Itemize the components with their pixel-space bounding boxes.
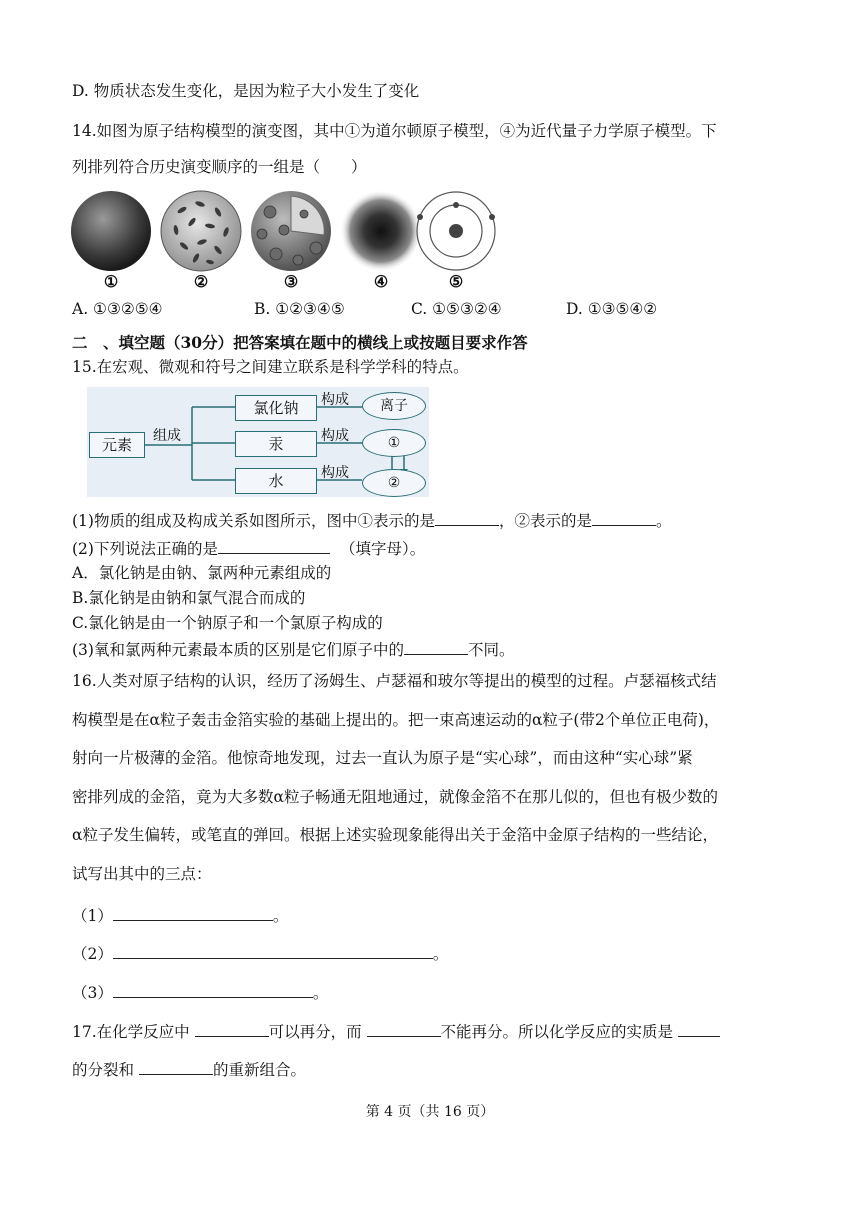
q15-sub1-text-b: ，②表示的是 bbox=[498, 512, 592, 530]
q16-answer-label-2: （2） bbox=[72, 945, 113, 963]
q15-sub3-text-a: (3)氧和氯两种元素最本质的区别是它们原子中的 bbox=[72, 641, 404, 659]
composition-diagram bbox=[87, 387, 429, 497]
diagram-constitute-label-1: 构成 bbox=[321, 392, 349, 408]
figure-label-1: ① bbox=[103, 272, 119, 291]
q13-option-d: D. 物质状态发生变化，是因为粒子大小发生了变化 bbox=[72, 82, 420, 100]
q15-blank-3[interactable] bbox=[218, 537, 330, 554]
diagram-particle-1: ① bbox=[362, 429, 426, 457]
q16-answer-1 bbox=[72, 904, 288, 926]
q17-text-d: 的分裂和 bbox=[72, 1061, 135, 1079]
q15-sub2 bbox=[72, 537, 425, 559]
q14-stem-line2: 列排列符合历史演变顺序的一组是（ ） bbox=[72, 158, 367, 176]
diagram-particle-ion: 离子 bbox=[362, 392, 426, 420]
q16-answer-3 bbox=[72, 981, 328, 1003]
q16-line-2: 构模型是在α粒子轰击金箔实验的基础上提出的。把一束高速运动的α粒子(带2个单位正电荷)， bbox=[72, 711, 720, 729]
q16-answer-label-1: （1） bbox=[72, 907, 113, 925]
q14-option-b: B. ①②③④⑤ bbox=[254, 300, 345, 318]
dalton-solid-sphere-model bbox=[70, 190, 152, 272]
diagram-constitute-label-3: 构成 bbox=[321, 465, 349, 481]
q15-sub3 bbox=[72, 638, 514, 660]
q16-answer-label-3: （3） bbox=[72, 984, 113, 1002]
q15-blank-4[interactable] bbox=[404, 638, 468, 655]
diagram-substance-nacl: 氯化钠 bbox=[235, 395, 317, 421]
figure-label-3: ③ bbox=[283, 272, 299, 291]
q17-text-b: 可以再分，而 bbox=[268, 1023, 362, 1041]
q16-line-4: 密排列成的金箔，竟为大多数α粒子畅通无阻地通过，就像金箔不在那儿似的，但也有极少数的 bbox=[72, 788, 718, 806]
figure-label-4: ④ bbox=[373, 272, 389, 291]
q15-stem: 15.在宏观、微观和符号之间建立联系是科学学科的特点。 bbox=[72, 358, 469, 376]
q16-line-1: 16.人类对原子结构的认识，经历了汤姆生、卢瑟福和玻尔等提出的模型的过程。卢瑟福核式结 bbox=[72, 672, 717, 690]
bohr-orbit-model bbox=[415, 190, 497, 272]
diagram-substance-water: 水 bbox=[235, 468, 317, 494]
diagram-element-box: 元素 bbox=[89, 432, 145, 458]
q15-sub1-text-c: 。 bbox=[655, 512, 672, 530]
page-footer: 第 4 页（共 16 页） bbox=[365, 1104, 495, 1120]
q16-period-2: 。 bbox=[432, 945, 449, 963]
electron-cloud-model bbox=[340, 190, 422, 272]
q17-line-1 bbox=[72, 1020, 720, 1042]
section-heading: 二 、填空题（30分）把答案填在题中的横线上或按题目要求作答 bbox=[72, 333, 528, 352]
q15-sub2-text-a: (2)下列说法正确的是 bbox=[72, 540, 218, 558]
q17-text-c: 不能再分。所以化学反应的实质是 bbox=[440, 1023, 674, 1041]
q17-text-a: 17.在化学反应中 bbox=[72, 1023, 190, 1041]
q15-sub1-text-a: (1)物质的组成及构成关系如图所示，图中①表示的是 bbox=[72, 512, 435, 530]
q16-blank-2[interactable] bbox=[113, 942, 433, 959]
atom-model-figure bbox=[70, 190, 510, 290]
q14-stem-line1: 14.如图为原子结构模型的演变图，其中①为道尔顿原子模型，④为近代量子力学原子模型。下 bbox=[72, 122, 717, 140]
diagram-constitute-label-2: 构成 bbox=[321, 428, 349, 444]
figure-label-2: ② bbox=[193, 272, 209, 291]
q14-option-c: C. ①⑤③②④ bbox=[411, 300, 502, 318]
diagram-substance-mercury: 汞 bbox=[235, 431, 317, 457]
diagram-particle-2: ② bbox=[362, 469, 426, 497]
q16-line-6: 试写出其中的三点： bbox=[72, 865, 212, 883]
q17-blank-1[interactable] bbox=[195, 1020, 269, 1037]
q16-line-3: 射向一片极薄的金箔。他惊奇地发现，过去一直认为原子是“实心球”，而由这种“实心球”紧 bbox=[72, 749, 693, 767]
q16-blank-3[interactable] bbox=[113, 981, 313, 998]
q14-option-a: A. ①③②⑤④ bbox=[72, 300, 163, 318]
q16-blank-1[interactable] bbox=[113, 904, 273, 921]
q15-sub3-text-b: 不同。 bbox=[467, 641, 515, 659]
q16-period-3: 。 bbox=[312, 984, 329, 1002]
q14-option-d: D. ①③⑤④② bbox=[566, 300, 658, 318]
q15-sub2-text-b: （填字母）。 bbox=[339, 540, 426, 558]
q15-option-b: B.氯化钠是由钠和氯气混合而成的 bbox=[72, 589, 306, 607]
q15-option-a: A．氯化钠是由钠、氯两种元素组成的 bbox=[72, 564, 332, 582]
plum-pudding-model bbox=[160, 190, 242, 272]
q17-blank-3[interactable] bbox=[678, 1020, 720, 1037]
q16-answer-2 bbox=[72, 942, 448, 964]
diagram-compose-label: 组成 bbox=[153, 428, 181, 444]
q16-line-5: α粒子发生偏转，或笔直的弹回。根据上述实验现象能得出关于金箔中金原子结构的一些结论， bbox=[72, 826, 718, 844]
figure-label-5: ⑤ bbox=[448, 272, 464, 291]
q17-blank-4[interactable] bbox=[139, 1058, 213, 1075]
q15-blank-2[interactable] bbox=[592, 509, 656, 526]
q17-text-e: 的重新组合。 bbox=[212, 1061, 306, 1079]
q15-sub1 bbox=[72, 509, 672, 531]
q16-period-1: 。 bbox=[272, 907, 289, 925]
q15-blank-1[interactable] bbox=[435, 509, 499, 526]
q15-option-c: C.氯化钠是由一个钠原子和一个氯原子构成的 bbox=[72, 614, 383, 632]
nuclear-cutaway-model bbox=[250, 190, 332, 272]
q17-line-2 bbox=[72, 1058, 306, 1080]
q17-blank-2[interactable] bbox=[367, 1020, 441, 1037]
